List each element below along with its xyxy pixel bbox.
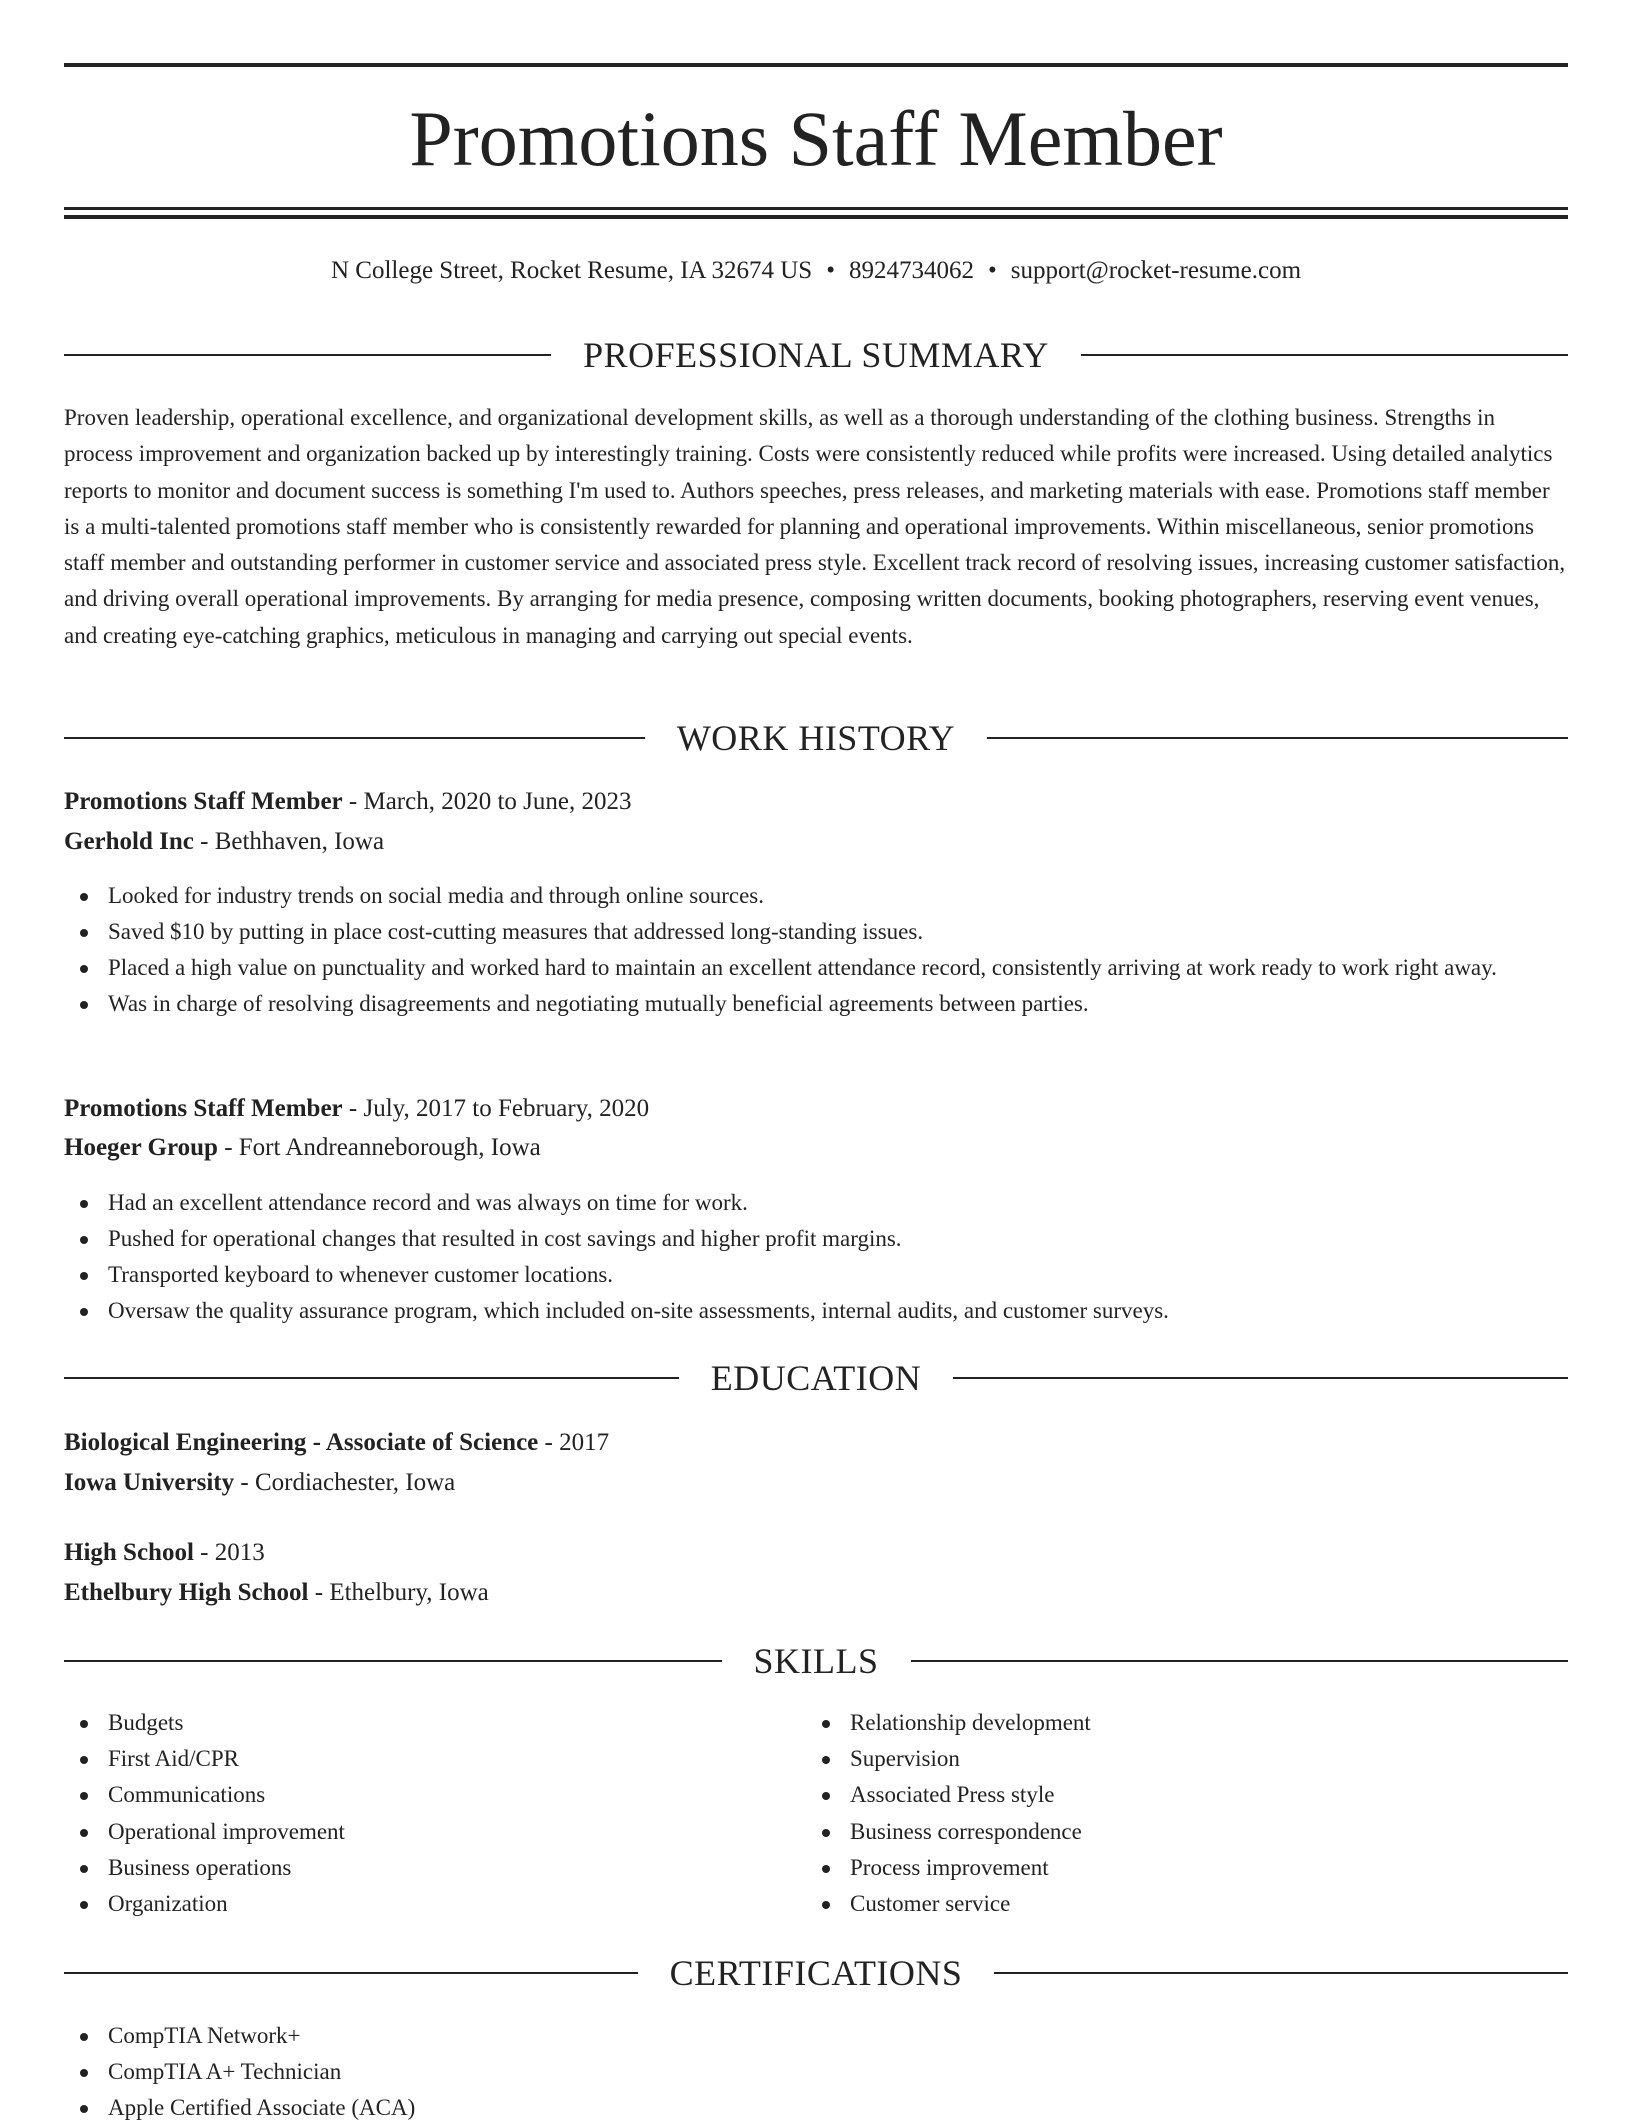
heading-rule bbox=[64, 1972, 638, 1974]
skill-item: Budgets bbox=[108, 1705, 808, 1741]
heading-rule bbox=[953, 1377, 1568, 1379]
skill-item: Organization bbox=[108, 1886, 808, 1922]
education-school: Iowa University bbox=[64, 1469, 235, 1496]
section-title: PROFESSIONAL SUMMARY bbox=[583, 335, 1049, 375]
title-rule-lower bbox=[64, 215, 1568, 219]
job-title-line bbox=[64, 1093, 649, 1125]
job-bullets bbox=[64, 1185, 1612, 1329]
education-school-line bbox=[64, 1577, 489, 1609]
job-company-line bbox=[64, 1132, 541, 1164]
education-degree: Biological Engineering - Associate of Science bbox=[64, 1429, 539, 1456]
certification-item: Apple Certified Associate (ACA) bbox=[108, 2090, 1612, 2126]
skill-item: Customer service bbox=[850, 1886, 1550, 1922]
job-bullets bbox=[64, 878, 1612, 1022]
section-heading-certifications bbox=[64, 1951, 1568, 1995]
section-heading-summary bbox=[64, 333, 1568, 377]
education-year: - 2017 bbox=[538, 1429, 610, 1456]
job-title: Promotions Staff Member bbox=[64, 1095, 343, 1122]
top-rule bbox=[64, 63, 1568, 67]
heading-rule bbox=[64, 1377, 679, 1379]
education-degree-line bbox=[64, 1537, 265, 1569]
list-item: Saved $10 by putting in place cost-cutting measures that addressed long-standing issues. bbox=[108, 914, 1612, 950]
heading-rule bbox=[1081, 354, 1568, 356]
contact-phone: 8924734062 bbox=[848, 257, 974, 284]
certification-item: CompTIA Network+ bbox=[108, 2018, 1612, 2054]
skill-item: Business correspondence bbox=[850, 1814, 1550, 1850]
resume-title: Promotions Staff Member bbox=[409, 95, 1223, 182]
job-company-line bbox=[64, 826, 384, 858]
heading-rule bbox=[64, 354, 551, 356]
education-year: - 2013 bbox=[193, 1539, 265, 1566]
education-school: Ethelbury High School bbox=[64, 1579, 309, 1606]
skill-item: Associated Press style bbox=[850, 1777, 1550, 1813]
heading-rule bbox=[911, 1660, 1569, 1662]
job-company: Hoeger Group bbox=[64, 1134, 218, 1161]
section-title: WORK HISTORY bbox=[676, 718, 956, 758]
section-heading-education bbox=[64, 1356, 1568, 1400]
contact-email: support@rocket-resume.com bbox=[1010, 257, 1302, 284]
contact-line bbox=[64, 256, 1568, 286]
list-item: Was in charge of resolving disagreements and negotiating mutually beneficial agreements between parties. bbox=[108, 986, 1612, 1022]
list-item: Transported keyboard to whenever customer locations. bbox=[108, 1257, 1612, 1293]
skill-item: Communications bbox=[108, 1777, 808, 1813]
certification-item: CompTIA A+ Technician bbox=[108, 2054, 1612, 2090]
certifications-list bbox=[64, 2018, 1612, 2126]
skills-list-left bbox=[64, 1705, 808, 1922]
skills-list-right bbox=[806, 1705, 1550, 1922]
job-dates: - March, 2020 to June, 2023 bbox=[342, 788, 632, 815]
skill-item: Supervision bbox=[850, 1741, 1550, 1777]
heading-rule bbox=[64, 737, 645, 739]
education-location: - Ethelbury, Iowa bbox=[308, 1579, 489, 1606]
education-degree-line bbox=[64, 1427, 609, 1459]
list-item: Had an excellent attendance record and was always on time for work. bbox=[108, 1185, 1612, 1221]
title-rule-upper bbox=[64, 207, 1568, 210]
heading-rule bbox=[994, 1972, 1568, 1974]
education-location: - Cordiachester, Iowa bbox=[234, 1469, 456, 1496]
summary-text: Proven leadership, operational excellence, and organizational development skills, as well as a thorough understanding of the clothing business. Strengths in process improvement and organization backed up by interestingly training. Costs were consistently reduced while profits were increased. Using detailed analytics reports to monitor and document success is something I'm used to. Authors speeches, press releases, and marketing materials with ease. Promotions staff member is a multi-talented promotions staff member who is consistently rewarded for planning and operational improvements. Within miscellaneous, senior promotions staff member and outstanding performer in customer service and associated press style. Excellent track record of resolving issues, increasing customer satisfaction, and driving overall operational improvements. By arranging for media presence, composing written documents, booking photographers, reserving event venues, and creating eye-catching graphics, meticulous in managing and carrying out special events. bbox=[64, 405, 1566, 648]
contact-separator: • bbox=[987, 257, 997, 284]
section-title: CERTIFICATIONS bbox=[669, 1953, 963, 1993]
job-location: - Bethhaven, Iowa bbox=[193, 828, 385, 855]
job-title-line bbox=[64, 786, 631, 818]
job-location: - Fort Andreanneborough, Iowa bbox=[217, 1134, 541, 1161]
section-title: SKILLS bbox=[753, 1641, 879, 1681]
skill-item: Process improvement bbox=[850, 1850, 1550, 1886]
section-title: EDUCATION bbox=[710, 1358, 922, 1398]
education-school-line bbox=[64, 1467, 455, 1499]
skill-item: First Aid/CPR bbox=[108, 1741, 808, 1777]
list-item: Placed a high value on punctuality and worked hard to maintain an excellent attendance record, consistently arriving at work ready to work right away. bbox=[108, 950, 1612, 986]
skill-item: Operational improvement bbox=[108, 1814, 808, 1850]
contact-separator: • bbox=[826, 257, 835, 284]
job-dates: - July, 2017 to February, 2020 bbox=[342, 1095, 650, 1122]
section-heading-skills bbox=[64, 1639, 1568, 1683]
skill-item: Business operations bbox=[108, 1850, 808, 1886]
job-title: Promotions Staff Member bbox=[64, 788, 343, 815]
contact-address: N College Street, Rocket Resume, IA 32674 US bbox=[330, 257, 813, 284]
section-heading-work-history bbox=[64, 716, 1568, 760]
skill-item: Relationship development bbox=[850, 1705, 1550, 1741]
job-company: Gerhold Inc bbox=[64, 828, 194, 855]
heading-rule bbox=[64, 1660, 722, 1662]
education-degree: High School bbox=[64, 1539, 194, 1566]
list-item: Oversaw the quality assurance program, which included on-site assessments, internal audits, and customer surveys. bbox=[108, 1293, 1612, 1329]
list-item: Pushed for operational changes that resulted in cost savings and higher profit margins. bbox=[108, 1221, 1612, 1257]
heading-rule bbox=[987, 737, 1568, 739]
list-item: Looked for industry trends on social media and through online sources. bbox=[108, 878, 1612, 914]
